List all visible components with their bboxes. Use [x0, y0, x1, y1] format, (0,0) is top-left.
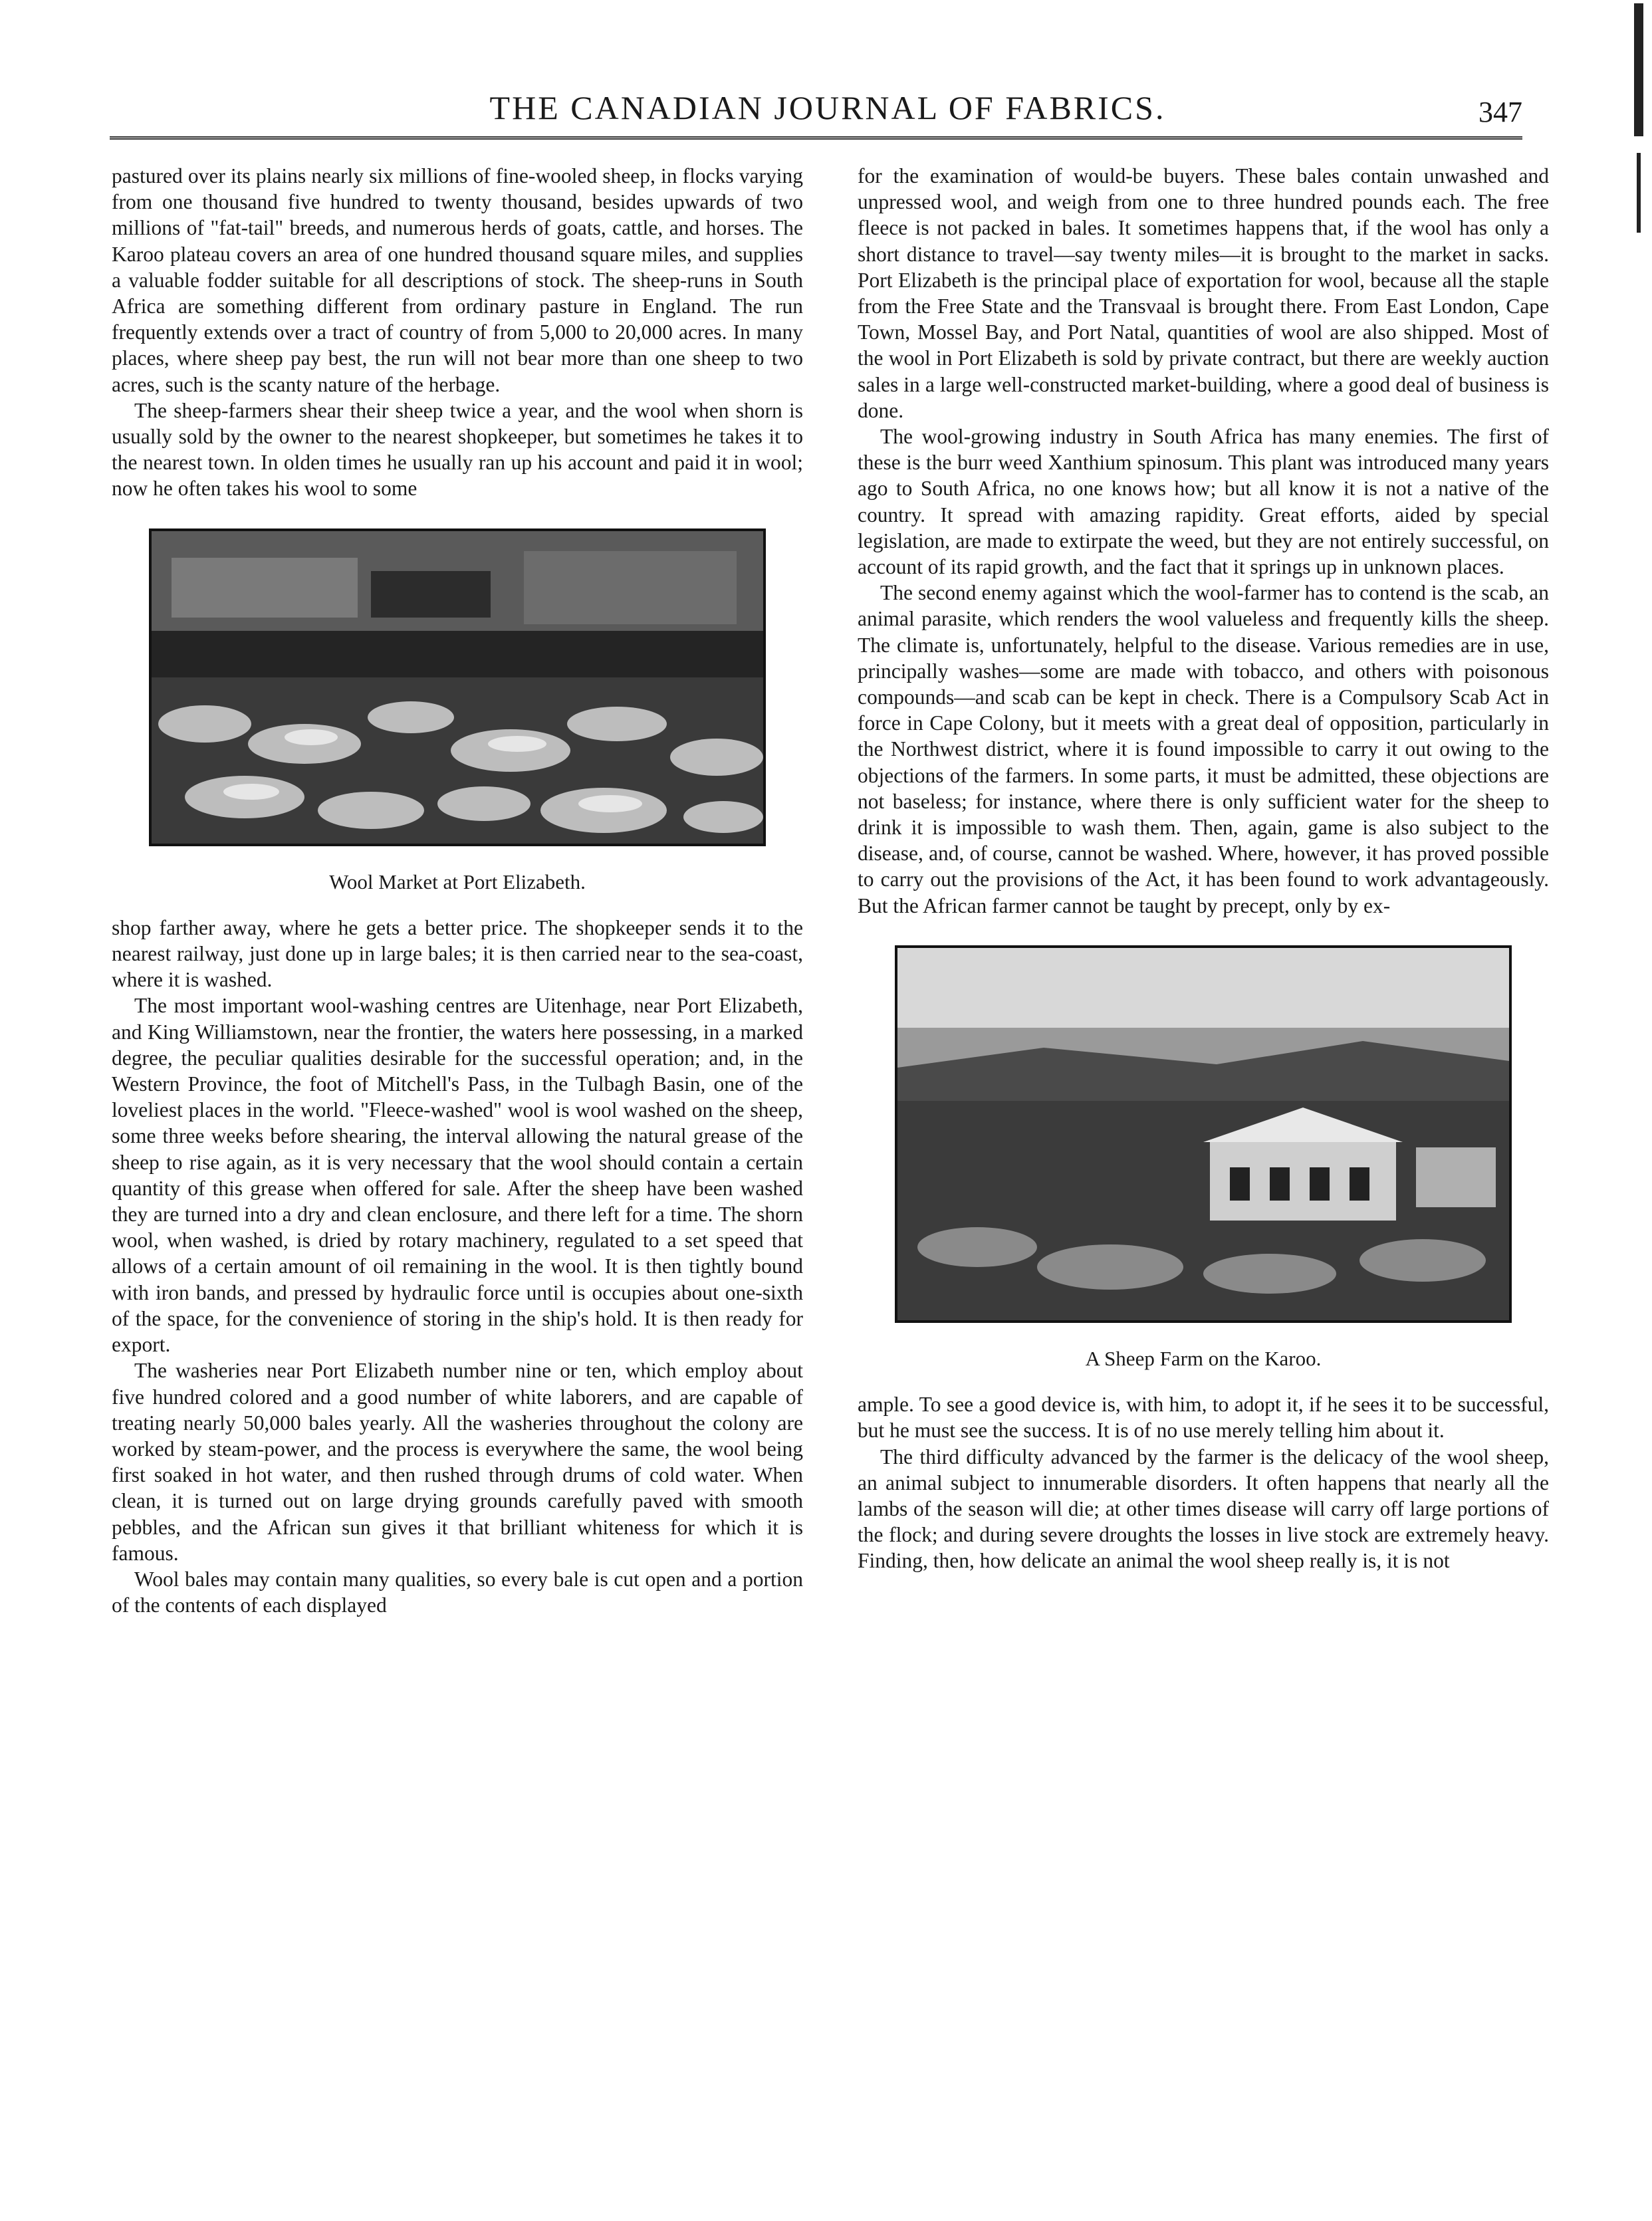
sheep-farm-caption: A Sheep Farm on the Karoo.: [1085, 1346, 1322, 1370]
wool-market-photo: [149, 528, 766, 846]
margin-scan-mark: [1634, 3, 1643, 136]
left-column: [112, 163, 803, 1618]
left-paragraph-4: The most important wool-washing centres are Uitenhage, near Port Elizabeth, and King Williamstown, near the frontier, the waters here possessing, in a marked degree, the peculiar qualities desirable for the successful operation; and, in the Western Province, the foot of Mitchell's Pass, in the Tulbagh Basin, one of the loveliest places in the world. "Fleece-washed" wool is wool washed on the sheep, some three weeks before shearing, the interval allowing the natural grease of the sheep to rise again, as it is very necessary that the wool should contain a certain quantity of this grease when offered for sale. After the sheep have been washed they are turned into a dry and clean enclosure, and there left for a time. The shorn wool, when washed, is dried by rotary machinery, regulated to a set speed that allows of a certain amount of oil remaining in the wool. It is then tightly bound with iron bands, and pressed by hydraulic force until is occupies about one-sixth of the space, for the convenience of storing in the ship's hold. It is then ready for export.: [112, 994, 803, 1357]
left-paragraph-2: The sheep-farmers shear their sheep twice a year, and the wool when shorn is usually sold by the owner to the nearest shopkeeper, but sometimes he takes it to the nearest town. In olden times he usually ran up his account and paid it in wool; now he often takes his wool to some: [112, 398, 803, 501]
right-paragraph-4: ample. To see a good device is, with him, to adopt it, if he sees it to be successful, but he must see the success. It is of no use merely telling him about it.: [858, 1393, 1549, 1443]
left-paragraph-6: Wool bales may contain many qualities, so every bale is cut open and a portion of the contents of each displayed: [112, 1567, 803, 1617]
wool-market-caption: Wool Market at Port Elizabeth.: [329, 870, 586, 893]
right-column: [858, 163, 1549, 1574]
right-paragraph-1: for the examination of would-be buyers. These bales contain unwashed and unpressed wool, and weigh from one to three hundred pounds each. The free fleece is not packed in bales. It sometimes happens that, if the wool has only a short distance to travel—say twenty miles—it is brought to the market in sacks. Port Elizabeth is the principal place of exportation for wool, because all the staple from the Free State and the Transvaal is brought there. From East London, Cape Town, Mossel Bay, and Port Natal, quantities of wool are also shipped. Most of the wool in Port Elizabeth is sold by private contract, but there are weekly auction sales in a large well-constructed market-building, where a good deal of business is done.: [858, 164, 1549, 422]
margin-scan-mark: [1637, 153, 1641, 233]
left-paragraph-1: pastured over its plains nearly six millions of fine-wooled sheep, in flocks varying from one thousand five hundred to twenty thousand, besides upwards of two millions of "fat-tail" breeds, and numerous herds of goats, cattle, and horses. The Karoo plateau covers an area of one hundred thousand square miles, and supplies a valuable fodder suitable for all descriptions of stock. The sheep-runs in South Africa are something different from ordinary pasture in England. The run frequently extends over a tract of country of from 5,000 to 20,000 acres. In many places, where sheep pay best, the run will not bear more than one sheep to two acres, such is the scanty nature of the herbage.: [112, 164, 803, 396]
sheep-farm-photo: [895, 945, 1512, 1323]
header-rule: [110, 136, 1522, 140]
figure-wool-market: [112, 528, 803, 895]
figure-sheep-farm: [858, 945, 1549, 1371]
right-paragraph-5: The third difficulty advanced by the farmer is the delicacy of the wool sheep, an animal subject to innumerable disorders. It often happens that nearly all the lambs of the season will die; at other times disease will carry off large portions of the flock; and during severe droughts the losses in live stock are extremely heavy. Finding, then, how delicate an animal the wool sheep really is, it is not: [858, 1445, 1549, 1573]
left-paragraph-5: The washeries near Port Elizabeth number nine or ten, which employ about five hundred colored and a good number of white laborers, and are capable of treating nearly 50,000 bales yearly. All the washeries throughout the colony are worked by steam-power, and the process is everywhere the same, the wool being first soaked in hot water, and then rushed through drums of cold water. When clean, it is turned out on large drying grounds carefully paved with smooth pebbles, and the African sun gives it that brilliant whiteness for which it is famous.: [112, 1359, 803, 1565]
page-number: 347: [1478, 96, 1522, 128]
journal-title: THE CANADIAN JOURNAL OF FABRICS.: [489, 89, 1166, 126]
right-paragraph-3: The second enemy against which the wool-farmer has to contend is the scab, an animal parasite, which renders the wool valueless and frequently kills the sheep. The climate is, unfortunately, helpful to the disease. Various remedies are in use, principally washes—some are made with tobacco, and others with poisonous compounds—and scab can be kept in check. There is a Compulsory Scab Act in force in Cape Colony, but it meets with a great deal of opposition, particularly in the Northwest district, where it is found impossible to carry it out owing to the objections of the farmers. In some parts, it must be admitted, these objections are not baseless; for instance, where there is only sufficient water for the sheep to drink it is impossible to wash them. Then, again, game is also subject to the disease, and, of course, cannot be washed. Where, however, it has proved possible to carry out the provisions of the Act, it has been found to work advantageously. But the African farmer cannot be taught by precept, only by ex-: [858, 581, 1549, 917]
left-paragraph-3: shop farther away, where he gets a better price. The shopkeeper sends it to the nearest railway, just done up in large bales; it is then carried near to the sea-coast, where it is washed.: [112, 915, 803, 992]
right-paragraph-2: The wool-growing industry in South Africa has many enemies. The first of these is the burr weed Xanthium spinosum. This plant was introduced many years ago to South Africa, no one knows how; but all know it is not a native of the country. It spread with amazing rapidity. Great efforts, aided by special legislation, are made to extirpate the weed, but they are not entirely successful, on account of its rapid growth, and the fact that it springs up in unknown places.: [858, 425, 1549, 579]
page-header: [110, 83, 1546, 130]
